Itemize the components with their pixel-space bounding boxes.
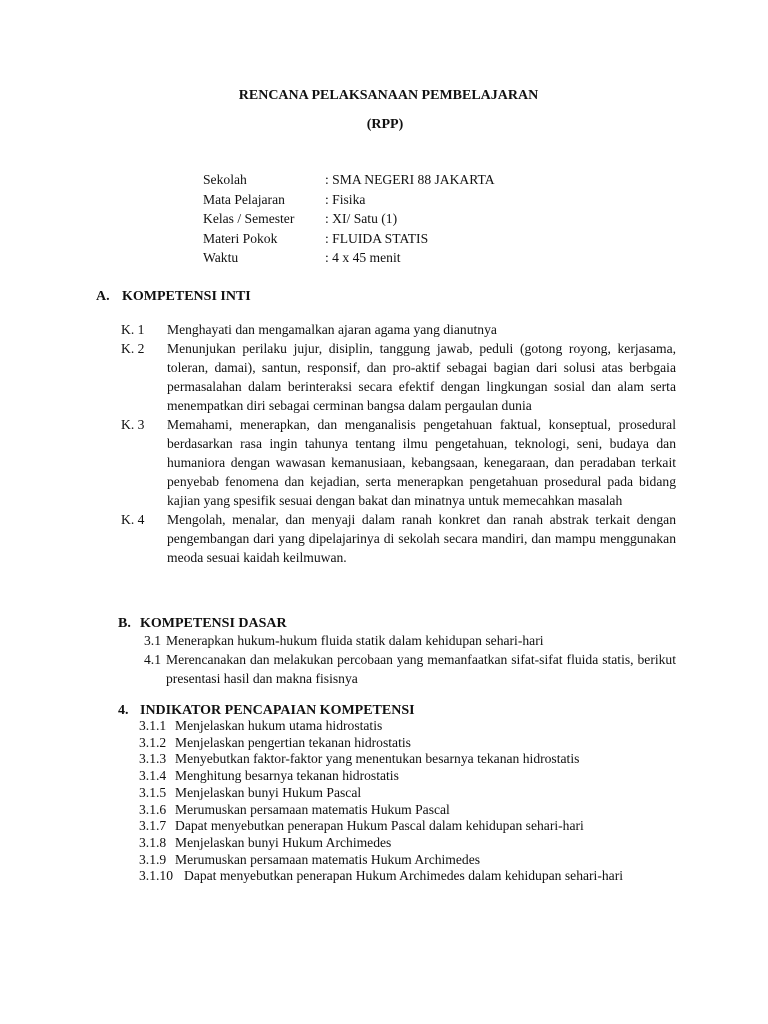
item-code: 3.1.1 xyxy=(139,718,167,733)
item-code: K. 3 xyxy=(121,417,145,432)
identity-table xyxy=(203,170,495,268)
item-text: Menjelaskan hukum utama hidrostatis xyxy=(175,718,383,733)
list-item xyxy=(139,751,676,768)
item-code: 3.1.5 xyxy=(139,784,167,800)
item-code: 3.1.6 xyxy=(139,801,167,817)
identity-value: : Fisika xyxy=(325,191,366,207)
item-code: K. 1 xyxy=(121,322,145,337)
list-item xyxy=(139,802,676,819)
list-item xyxy=(139,868,676,885)
identity-label: Waktu xyxy=(203,250,239,265)
item-code: 3.1.9 xyxy=(139,851,167,867)
item-text: Menjelaskan pengertian tekanan hidrostatis xyxy=(175,734,411,750)
document-subtitle: (RPP) xyxy=(366,117,404,132)
list-item xyxy=(121,415,676,510)
item-code: 3.1.7 xyxy=(139,818,167,834)
item-code: 3.1.10 xyxy=(139,868,173,884)
item-code: 3.1.8 xyxy=(139,834,167,850)
identity-row xyxy=(203,209,495,229)
item-text: Mengolah, menalar, dan menyaji dalam ranah konkret dan ranah abstrak terkait dengan pengembangan dari yang dipelajarinya di sekolah secara mandiri, dan mampu menggunakan meoda sesuai kaidah keilmuwan. xyxy=(167,512,676,565)
list-item xyxy=(139,735,676,752)
identity-row xyxy=(203,229,495,249)
item-text: Merumuskan persamaan matematis Hukum Archimedes xyxy=(175,851,481,867)
list-item xyxy=(139,835,676,852)
identity-label: Sekolah xyxy=(203,172,247,187)
kompetensi-dasar-list xyxy=(144,631,676,688)
item-text: Menghitung besarnya tekanan hidrostatis xyxy=(175,768,399,784)
list-item xyxy=(139,785,676,802)
item-text: Memahami, menerapkan, dan menganalisis pengetahuan faktual, konseptual, prosedural berdasarkan rasa ingin tahunya tentang ilmu pengetahuan, teknologi, seni, budaya dan humaniora dengan wawasan kemanusiaan, kebangsaan, kenegaraan, dan peradaban terkait penyebab fenomena dan kejadian, serta menerapkan pengetahuan prosedural pada bidang kajian yang spesifik sesuai dengan bakat dan minatnya untuk memecahkan masalah xyxy=(167,417,676,508)
list-item xyxy=(144,631,676,650)
item-code: 3.1.2 xyxy=(139,734,167,750)
item-code: K. 2 xyxy=(121,341,145,356)
section-a-heading xyxy=(96,287,251,306)
identity-label: Materi Pokok xyxy=(203,230,278,246)
identity-label: Mata Pelajaran xyxy=(203,191,285,207)
identity-value: : SMA NEGERI 88 JAKARTA xyxy=(325,172,495,187)
identity-row xyxy=(203,248,495,268)
item-code: K. 4 xyxy=(121,512,145,527)
item-code: 3.1.4 xyxy=(139,768,167,784)
list-item xyxy=(139,768,676,785)
item-code: 3.1 xyxy=(144,633,161,648)
list-item xyxy=(121,339,676,415)
item-text: Merumuskan persamaan matematis Hukum Pascal xyxy=(175,801,450,817)
indikator-list xyxy=(139,718,676,885)
item-code: 4.1 xyxy=(144,652,161,667)
item-text: Menerapkan hukum-hukum fluida statik dalam kehidupan sehari-hari xyxy=(166,633,544,648)
list-item xyxy=(139,718,676,735)
identity-value: : XI/ Satu (1) xyxy=(325,211,398,226)
section-title: KOMPETENSI INTI xyxy=(122,289,251,304)
item-text: Menjelaskan bunyi Hukum Pascal xyxy=(175,784,362,800)
section-number: 4. xyxy=(118,703,129,718)
item-text: Merencanakan dan melakukan percobaan yang memanfaatkan sifat-sifat fluida statis, berikut presentasi hasil dan makna fisisnya xyxy=(166,652,676,686)
item-text: Menghayati dan mengamalkan ajaran agama yang dianutnya xyxy=(167,322,497,337)
identity-label: Kelas / Semester xyxy=(203,211,295,226)
identity-row xyxy=(203,170,495,190)
identity-value: : 4 x 45 menit xyxy=(325,250,401,265)
section-number: B. xyxy=(118,616,131,631)
list-item xyxy=(121,320,676,339)
identity-value: : FLUIDA STATIS xyxy=(325,230,429,246)
item-text: Menunjukan perilaku jujur, disiplin, tanggung jawab, peduli (gotong royong, kerjasama, toleran, damai), santun, responsif, dan pro-aktif sebagai bagian dari solusi atas berbgaia permasalahan dalam berinteraksi secara efektif dengan lingkungan sosial dan alam serta menempatkan diri sebagai cerminan bangsa dalam pergaulan dunia xyxy=(167,341,676,413)
kompetensi-inti-list xyxy=(121,320,676,567)
section-number: A. xyxy=(96,289,110,304)
item-text: Menjelaskan bunyi Hukum Archimedes xyxy=(175,834,392,850)
list-item xyxy=(121,510,676,567)
item-text: Dapat menyebutkan penerapan Hukum Archimedes dalam kehidupan sehari-hari xyxy=(184,868,623,884)
item-text: Menyebutkan faktor-faktor yang menentukan besarnya tekanan hidrostatis xyxy=(175,751,580,767)
document-title: RENCANA PELAKSANAAN PEMBELAJARAN xyxy=(238,88,539,103)
item-text: Dapat menyebutkan penerapan Hukum Pascal dalam kehidupan sehari-hari xyxy=(175,818,584,834)
item-code: 3.1.3 xyxy=(139,751,167,767)
identity-row xyxy=(203,190,495,210)
list-item xyxy=(144,650,676,688)
list-item xyxy=(139,818,676,835)
section-title: KOMPETENSI DASAR xyxy=(140,616,287,631)
section-title: INDIKATOR PENCAPAIAN KOMPETENSI xyxy=(140,703,415,718)
list-item xyxy=(139,852,676,869)
